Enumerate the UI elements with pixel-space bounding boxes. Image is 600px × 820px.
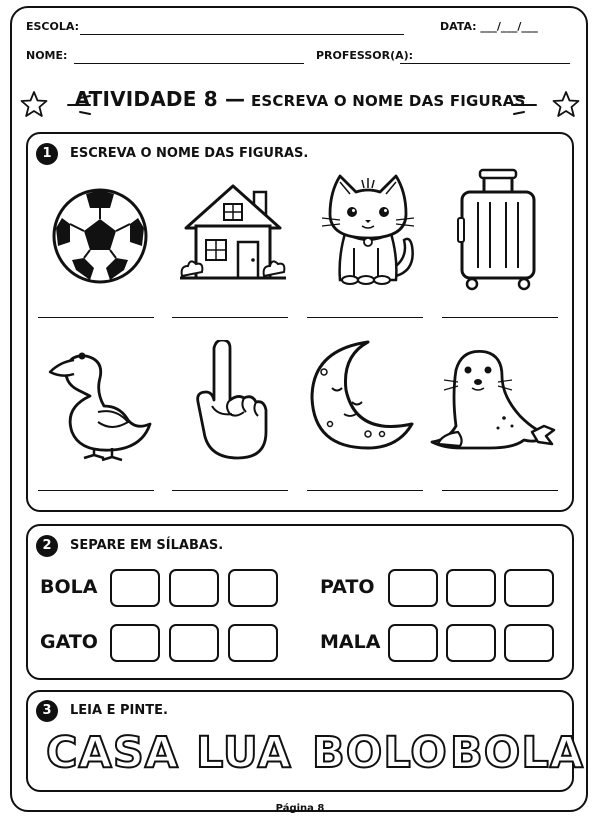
- star-icon: [552, 90, 580, 118]
- answer-line-suitcase[interactable]: [442, 317, 558, 318]
- school-field[interactable]: [80, 34, 404, 35]
- section1-title: ESCREVA O NOME DAS FIGURAS.: [70, 146, 309, 161]
- color-word[interactable]: LUA: [196, 728, 292, 778]
- section2-title: SEPARE EM SÍLABAS.: [70, 538, 224, 553]
- seal-icon: [428, 348, 560, 460]
- color-word[interactable]: BOLA: [450, 728, 585, 778]
- syllable-box[interactable]: [169, 624, 219, 662]
- decorative-dashes-icon: [512, 94, 538, 116]
- page-title: [0, 87, 600, 111]
- syllable-box[interactable]: [504, 624, 554, 662]
- answer-line-cat[interactable]: [307, 317, 423, 318]
- section1-number: 1: [36, 143, 58, 165]
- soccer-ball-icon: [50, 186, 150, 286]
- section3-number: 3: [36, 700, 58, 722]
- school-label: ESCOLA:: [26, 20, 79, 33]
- pointing-finger-icon: [194, 340, 272, 462]
- color-word[interactable]: BOLO: [312, 728, 448, 778]
- syllable-box[interactable]: [110, 569, 160, 607]
- syllable-box[interactable]: [446, 624, 496, 662]
- answer-line-finger[interactable]: [172, 490, 288, 491]
- syllable-box[interactable]: [228, 624, 278, 662]
- section2-number: 2: [36, 535, 58, 557]
- answer-line-soccer-ball[interactable]: [38, 317, 154, 318]
- syllable-word: MALA: [320, 631, 381, 653]
- color-word[interactable]: CASA: [46, 728, 180, 778]
- title-part2: ESCREVA O NOME DAS FIGURAS: [250, 92, 526, 110]
- syllable-box[interactable]: [110, 624, 160, 662]
- answer-line-moon[interactable]: [307, 490, 423, 491]
- name-label: NOME:: [26, 49, 68, 62]
- syllable-box[interactable]: [504, 569, 554, 607]
- duck-icon: [46, 338, 154, 464]
- syllable-word: PATO: [320, 576, 375, 598]
- syllable-box[interactable]: [388, 569, 438, 607]
- syllable-box[interactable]: [446, 569, 496, 607]
- crescent-moon-icon: [308, 338, 414, 450]
- syllable-word: BOLA: [40, 576, 98, 598]
- syllable-box[interactable]: [169, 569, 219, 607]
- section3-title: LEIA E PINTE.: [70, 703, 168, 718]
- house-icon: [176, 180, 290, 286]
- name-field[interactable]: [74, 63, 304, 64]
- date-label: DATA: ___/___/___: [440, 20, 538, 33]
- teacher-label: PROFESSOR(A):: [316, 49, 414, 62]
- answer-line-duck[interactable]: [38, 490, 154, 491]
- title-row: [0, 84, 600, 120]
- syllable-word: GATO: [40, 631, 98, 653]
- page-number: Página 8: [275, 803, 325, 814]
- title-part1: ATIVIDADE 8 —: [74, 87, 246, 111]
- teacher-field[interactable]: [400, 63, 570, 64]
- syllable-box[interactable]: [388, 624, 438, 662]
- cat-icon: [316, 168, 420, 290]
- answer-line-house[interactable]: [172, 317, 288, 318]
- suitcase-icon: [456, 168, 540, 292]
- syllable-box[interactable]: [228, 569, 278, 607]
- answer-line-seal[interactable]: [442, 490, 558, 491]
